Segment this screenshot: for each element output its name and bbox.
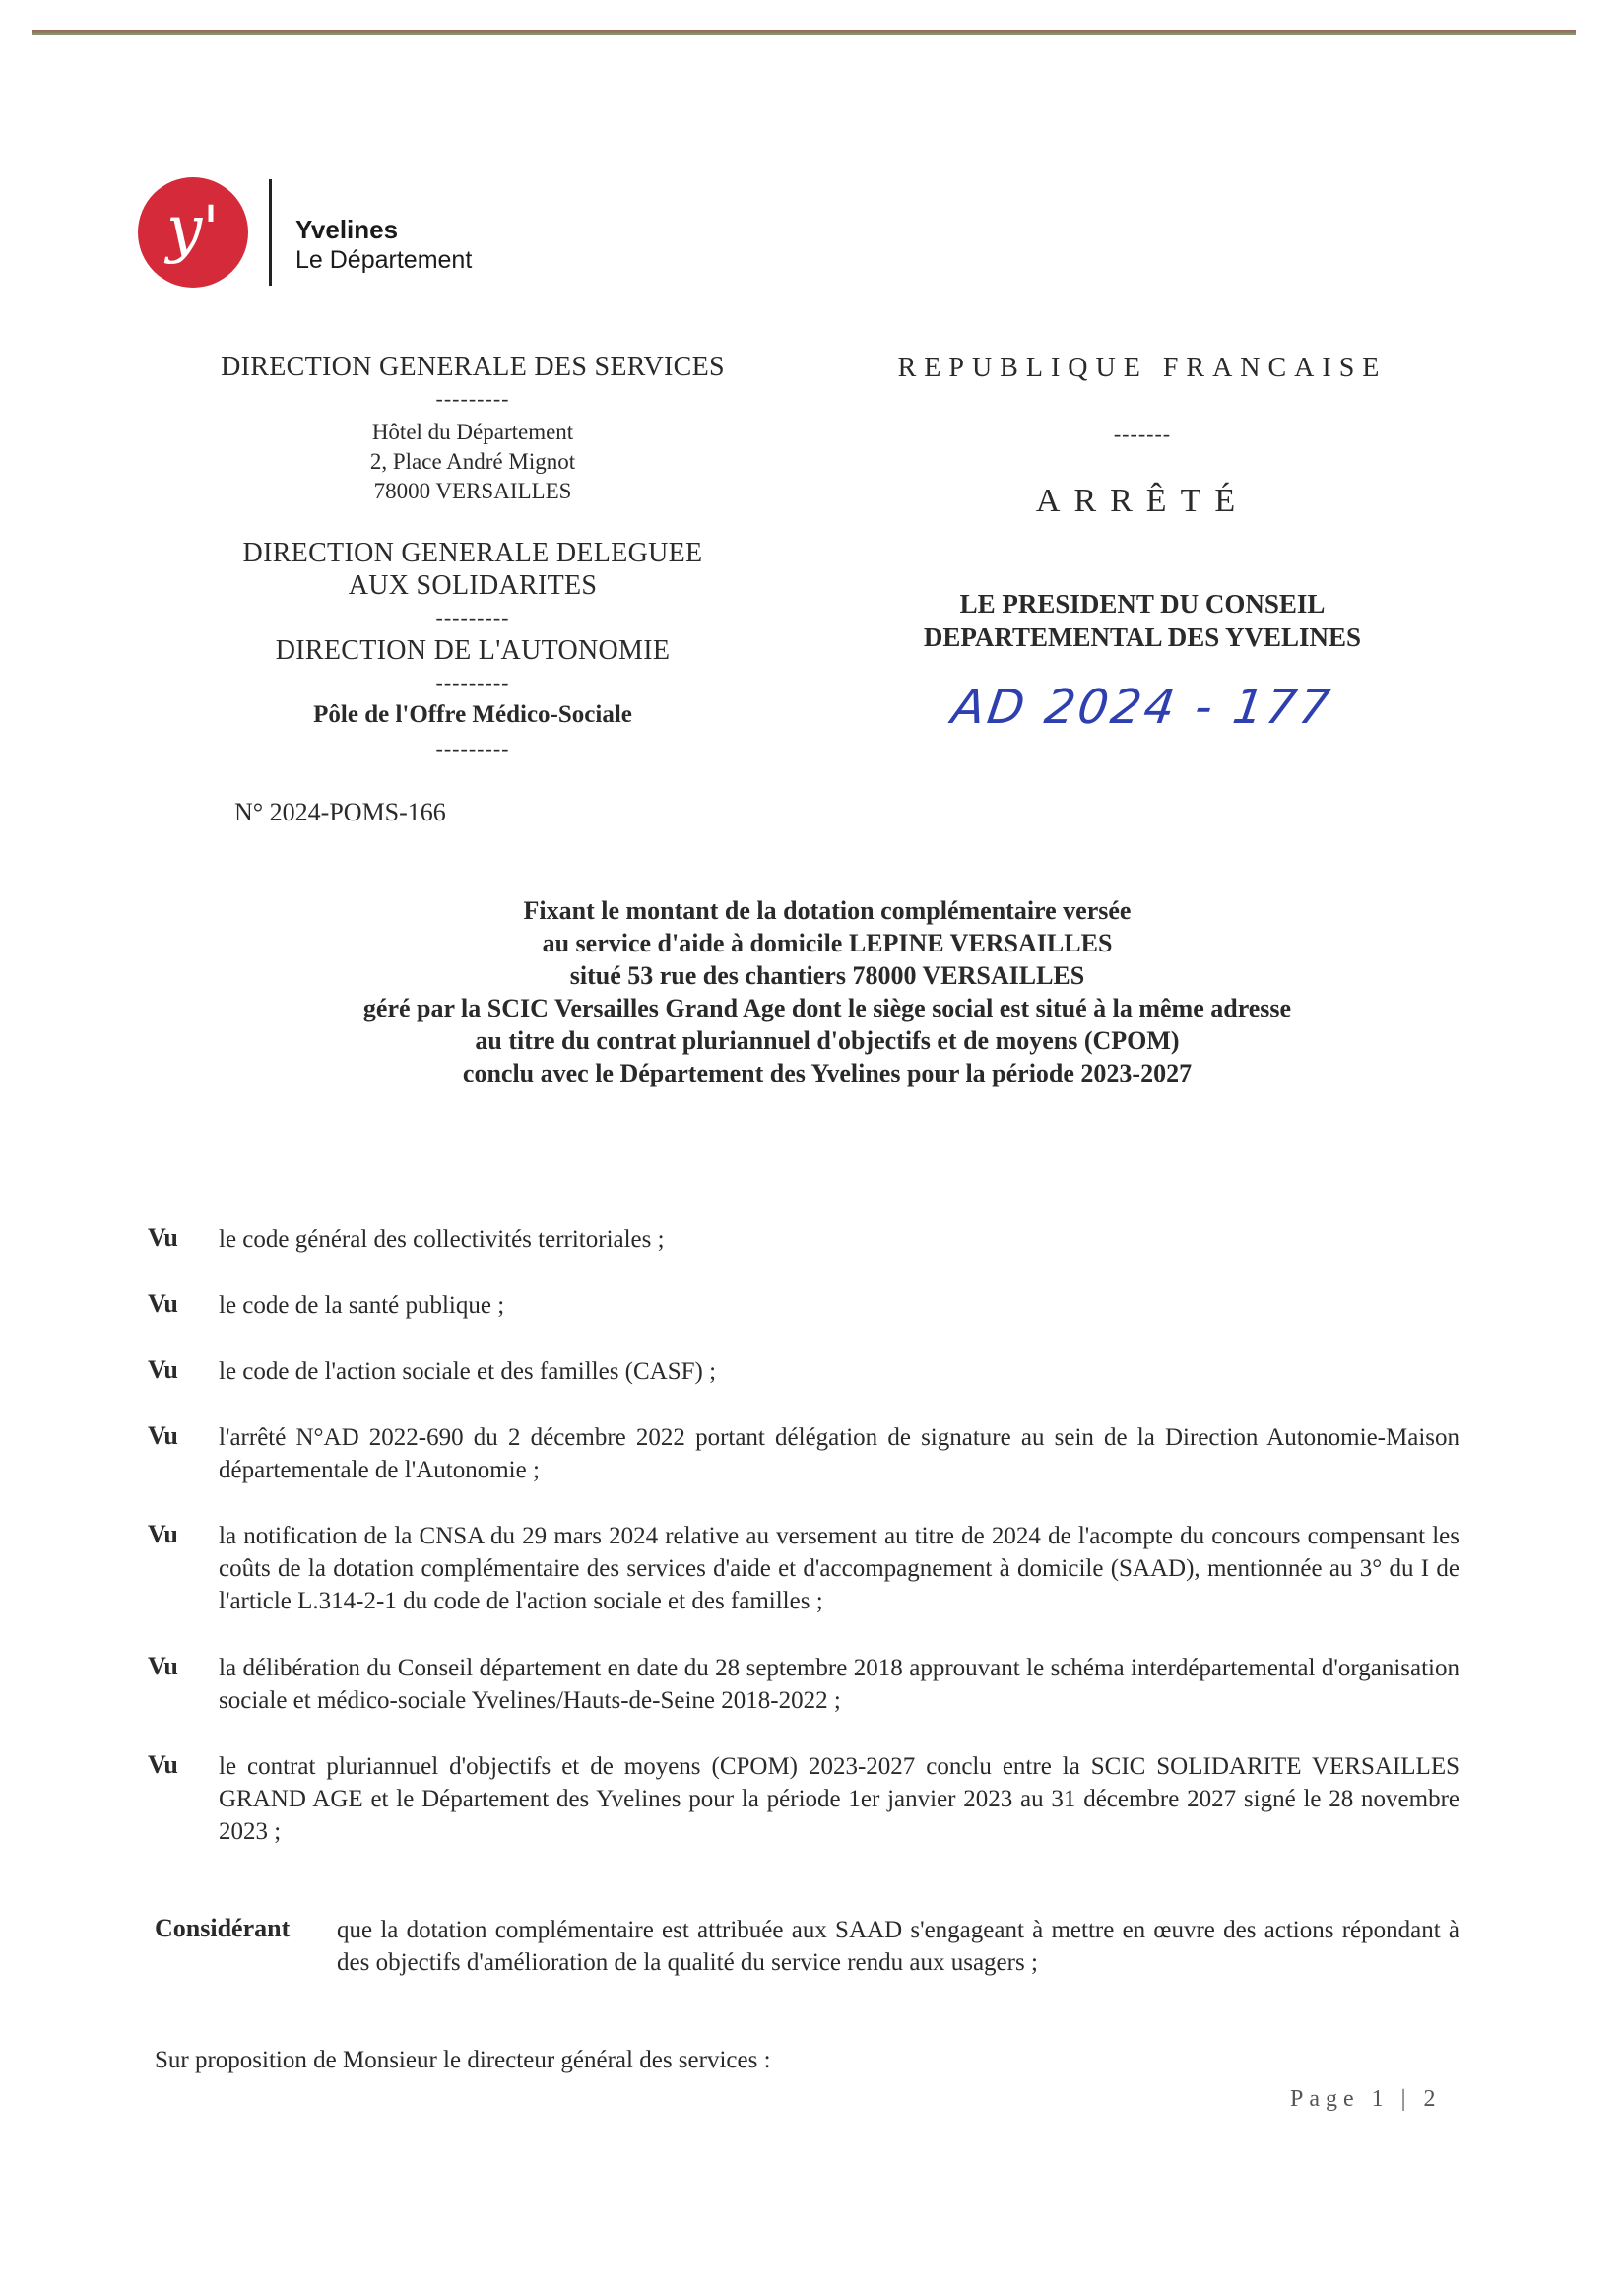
separator: --------- (435, 386, 510, 411)
logo-divider (269, 179, 272, 286)
vu-label: Vu (148, 1652, 178, 1680)
president-line-2: DEPARTEMENTAL DES YVELINES (923, 623, 1362, 652)
vu-label: Vu (148, 1421, 178, 1450)
title-line: géré par la SCIC Versailles Grand Age dont le siège social est situé à la même adresse (362, 994, 1292, 1022)
considerant-label: Considérant (155, 1914, 291, 1942)
logo-name-yvelines: Yvelines (295, 215, 399, 244)
separator: --------- (435, 605, 510, 629)
title-line: au titre du contrat pluriannuel d'objectifs et de moyens (CPOM) (475, 1026, 1180, 1055)
vu-label: Vu (148, 1750, 178, 1779)
separator: --------- (435, 736, 510, 760)
vu-label: Vu (148, 1289, 178, 1318)
handwritten-reference: AD 2024 - 177 (948, 680, 1336, 735)
title-line: conclu avec le Département des Yvelines pour la période 2023-2027 (462, 1059, 1193, 1087)
vu-item: le code de la santé publique ; (219, 1292, 505, 1319)
address-line-1: Hôtel du Département (371, 420, 574, 444)
direction-deleguee-line-2: AUX SOLIDARITES (348, 570, 598, 601)
considerant-text: que la dotation complémentaire est attribuée aux SAAD s'engageant à mettre en œuvre des actions répondant à des objectifs d'amélioration de la qualité du service rendu aux usagers ; (337, 1917, 1459, 1976)
direction-deleguee-line-1: DIRECTION GENERALE DELEGUEE (242, 538, 703, 568)
vu-label: Vu (148, 1223, 178, 1252)
vu-item: le code de l'action sociale et des familles (CASF) ; (219, 1358, 717, 1385)
pole-offre-medico-sociale: Pôle de l'Offre Médico-Sociale (313, 701, 632, 728)
address-line-2: 2, Place André Mignot (369, 449, 576, 474)
title-line: Fixant le montant de la dotation complémentaire versée (523, 896, 1132, 925)
vu-label: Vu (148, 1520, 178, 1548)
vu-label: Vu (148, 1355, 178, 1384)
direction-autonomie: DIRECTION DE L'AUTONOMIE (275, 635, 671, 666)
separator: --------- (435, 670, 510, 694)
page-number: Page 1 | 2 (1290, 2086, 1442, 2112)
vu-item: la délibération du Conseil département en date du 28 septembre 2018 approuvant le schéma interdépartemental d'organisation sociale et médico-sociale Yvelines/Hauts-de-Seine 2018-2022 ; (219, 1655, 1459, 1714)
vu-item: la notification de la CNSA du 29 mars 2024 relative au versement au titre de 2024 de l'acompte du concours compensant les coûts de la dotation complémentaire des services d'aide et d'accompagnement à domicile (SAAD), mentionnée au 3° du I de l'article L.314-2-1 du code de l'action sociale et des familles ; (219, 1523, 1459, 1614)
logo-mark: y' (166, 193, 220, 266)
address-line-3: 78000 VERSAILLES (373, 479, 572, 503)
title-line: au service d'aide à domicile LEPINE VERSAILLES (542, 929, 1113, 957)
republique-francaise: REPUBLIQUE FRANCAISE (897, 353, 1388, 383)
title-line: situé 53 rue des chantiers 78000 VERSAILLES (569, 961, 1085, 990)
arrete-heading: ARRÊTÉ (1035, 483, 1250, 519)
top-border-line (32, 30, 1576, 35)
vu-item: le contrat pluriannuel d'objectifs et de moyens (CPOM) 2023-2027 conclu entre la SCIC SOLIDARITE VERSAILLES GRAND AGE et le Département des Yvelines pour la période 1er janvier 2023 au 31 décembre 2027 signé le 28 novembre 2023 ; (219, 1753, 1459, 1845)
arrete-number: N° 2024-POMS-166 (234, 798, 446, 826)
vu-item: le code général des collectivités territoriales ; (219, 1226, 665, 1253)
vu-item: l'arrêté N°AD 2022-690 du 2 décembre 2022 portant délégation de signature au sein de la Direction Autonomie-Maison départementale de l'Autonomie ; (219, 1424, 1459, 1483)
logo-name-departement: Le Département (295, 246, 473, 274)
proposal-text: Sur proposition de Monsieur le directeur général des services : (155, 2047, 771, 2073)
president-line-1: LE PRESIDENT DU CONSEIL (959, 589, 1326, 619)
separator: ------- (1113, 422, 1172, 446)
arrete-title (236, 894, 1418, 1089)
direction-generale-services: DIRECTION GENERALE DES SERVICES (221, 352, 725, 382)
